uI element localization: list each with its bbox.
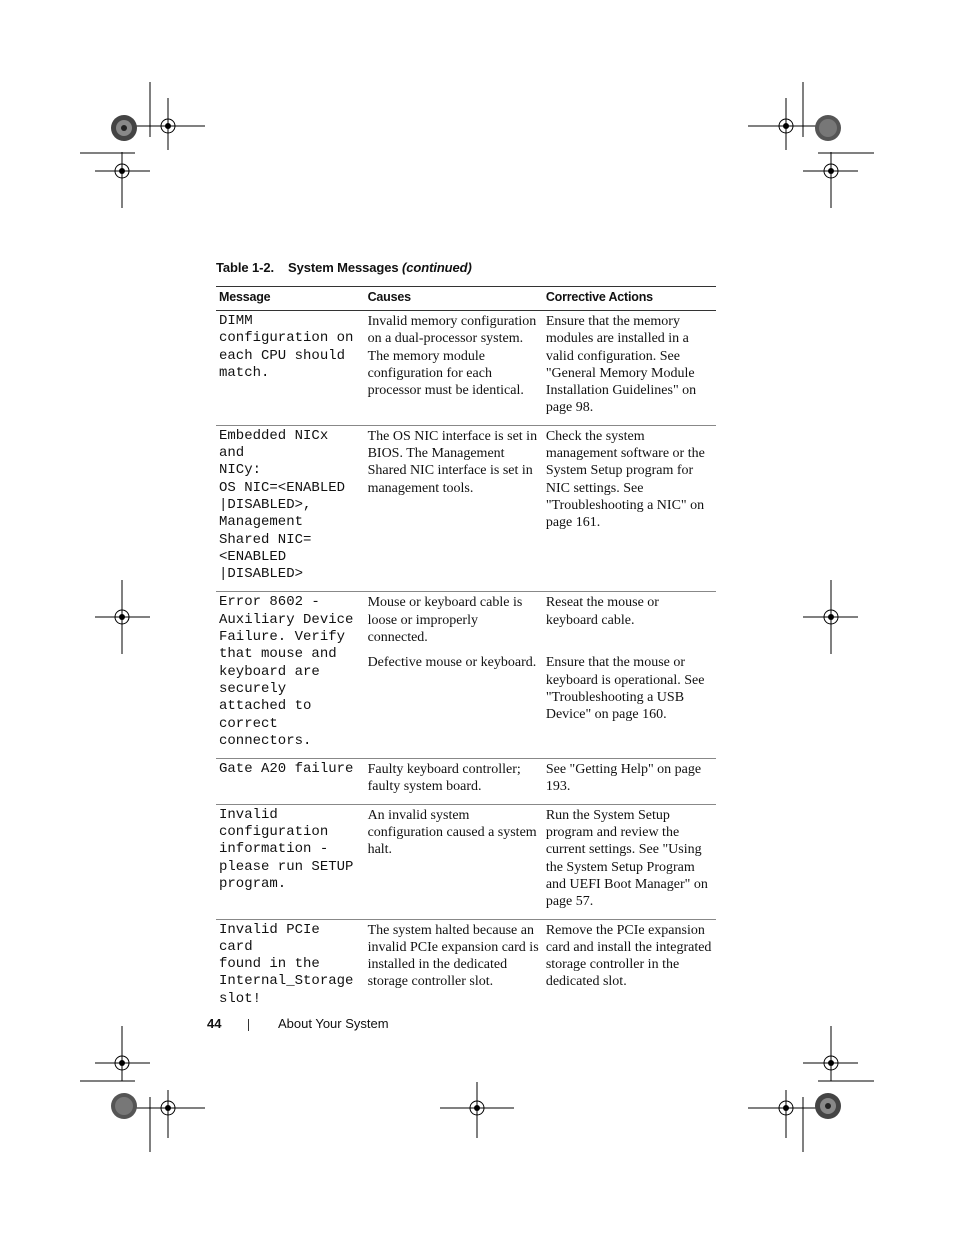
message-cell: Invalid configuration information - please run SETUP program. xyxy=(216,804,365,919)
action-text: Check the system management software or the System Setup program for NIC settings. See "Troubleshooting a NIC" on page 161. xyxy=(545,428,705,531)
message-cell: DIMM configuration on each CPU should match. xyxy=(216,311,365,426)
table-continued-note: (continued) xyxy=(402,260,472,275)
message-cell: Error 8602 - Auxiliary Device Failure. Verify that mouse and keyboard are securely attached to correct connectors. xyxy=(216,592,365,759)
action-text: See "Getting Help" on page 193. xyxy=(545,762,702,795)
table-row xyxy=(216,759,716,805)
header-causes: Causes xyxy=(365,287,543,311)
causes-cell xyxy=(365,804,543,919)
footer-divider xyxy=(248,1019,249,1031)
cause-text: The system halted because an invalid PCIe expansion card is installed in the dedicated storage controller slot. xyxy=(367,922,539,990)
causes-cell xyxy=(365,592,543,759)
actions-cell xyxy=(543,759,716,805)
actions-cell xyxy=(543,311,716,426)
action-text: Run the System Setup program and review the current settings. See "Using the System Setup Program and UEFI Boot Manager" on page 57. xyxy=(545,807,708,910)
footer-section-title: About Your System xyxy=(278,1016,389,1031)
table-row xyxy=(216,804,716,919)
cause-text: Faulty keyboard controller; faulty system board. xyxy=(367,762,521,795)
table-row xyxy=(216,311,716,426)
actions-cell xyxy=(543,919,716,1016)
message-cell: Gate A20 failure xyxy=(216,759,365,805)
message-cell: Embedded NICx and NICy: OS NIC=<ENABLED |DISABLED>, Management Shared NIC= <ENABLED |DISABLED> xyxy=(216,425,365,592)
table-caption xyxy=(216,260,472,275)
action-text: Reseat the mouse or keyboard cable. xyxy=(545,595,659,628)
page-number: 44 xyxy=(207,1016,222,1031)
causes-cell xyxy=(365,425,543,592)
causes-cell xyxy=(365,311,543,426)
causes-cell xyxy=(365,919,543,1016)
system-messages-table xyxy=(216,286,716,1016)
table-row xyxy=(216,425,716,592)
action-text: Ensure that the mouse or keyboard is operational. See "Troubleshooting a USB Device" on page 160. xyxy=(545,655,705,723)
cause-text: An invalid system configuration caused a system halt. xyxy=(367,807,537,858)
action-text: Remove the PCIe expansion card and install the integrated storage controller in the dedicated slot. xyxy=(545,922,712,990)
table-number: Table 1-2. xyxy=(216,260,275,275)
table-title: System Messages xyxy=(288,260,399,275)
actions-cell xyxy=(543,592,716,759)
cause-text: Defective mouse or keyboard. xyxy=(367,655,537,671)
cause-text: Invalid memory configuration on a dual-processor system. The memory module configuration for each processor must be identical. xyxy=(367,314,537,399)
causes-cell xyxy=(365,759,543,805)
cause-text: The OS NIC interface is set in BIOS. The Management Shared NIC interface is set in management tools. xyxy=(367,428,538,496)
table-header-row xyxy=(216,287,716,311)
table-row xyxy=(216,592,716,759)
table-row xyxy=(216,919,716,1016)
actions-cell xyxy=(543,425,716,592)
action-text: Ensure that the memory modules are installed in a valid configuration. See "General Memory Module Installation Guidelines" on page 98. xyxy=(545,314,697,416)
message-cell: Invalid PCIe card found in the Internal_Storage slot! xyxy=(219,921,354,1007)
header-message: Message xyxy=(216,287,365,311)
header-corrective-actions: Corrective Actions xyxy=(543,287,716,311)
actions-cell xyxy=(543,804,716,919)
cause-text: Mouse or keyboard cable is loose or improperly connected. xyxy=(367,595,523,646)
